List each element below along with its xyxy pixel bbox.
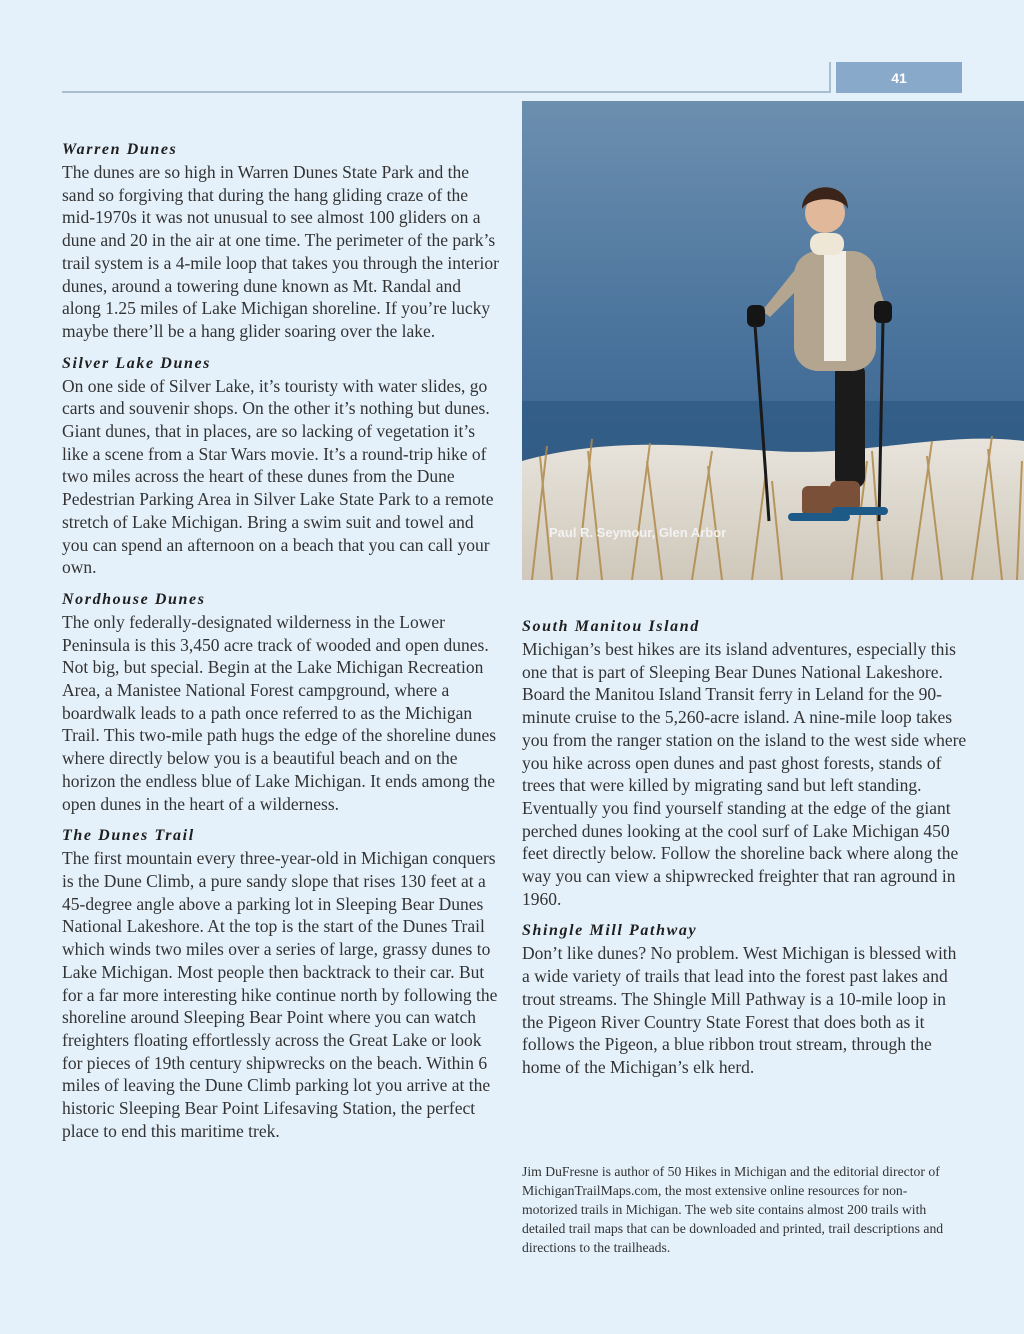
section-dunes-trail bbox=[62, 825, 502, 1142]
section-body: Michigan’s best hikes are its island adventures, especially this one that is part of Sleeping Bear Dunes National Lakeshore. Board the Manitou Island Transit ferry in Leland for the 90-minute cruise to the 5,260-acre island. A nine-mile loop takes you from the ranger station on the island to the west side where you hike across open dunes and past ghost forests, stands of trees that were killed by migrating sand but left standing. Eventually you find yourself standing at the edge of the giant perched dunes looking at the cool surf of Lake Michigan 450 feet directly below. Follow the shoreline back where along the way you can view a shipwrecked freighter that ran aground in 1960. bbox=[522, 639, 967, 909]
section-body: The dunes are so high in Warren Dunes State Park and the sand so forgiving that during the hang gliding craze of the mid-1970s it was not unusual to see almost 100 gliders on a dune and 20 in the air at one time. The perimeter of the park’s trail system is a 4-mile loop that takes you through the interior dunes, around a towering dune known as Mt. Randal and along 1.25 miles of Lake Michigan shoreline. If you’re lucky maybe there’ll be a hang glider soaring over the lake. bbox=[62, 162, 499, 341]
photo-illustration bbox=[522, 101, 1024, 580]
section-warren-dunes bbox=[62, 139, 502, 343]
section-title: South Manitou Island bbox=[522, 618, 700, 635]
section-body: Don’t like dunes? No problem. West Michigan is blessed with a wide variety of trails that lead into the forest past lakes and trout streams. The Shingle Mill Pathway is a 10-mile loop in the Pigeon River Country State Forest that does both as it follows the Pigeon, a blue ribbon trout stream, through the home of the Michigan’s elk herd. bbox=[522, 943, 957, 1077]
section-body: On one side of Silver Lake, it’s touristy with water slides, go carts and souvenir shops. On the other it’s nothing but dunes. Giant dunes, that in places, are so lacking of vegetation it’s like a scene from a Star Wars movie. It’s a round-trip hike of two miles across the heart of these dunes from the Dune Pedestrian Parking Area in Silver Lake State Park to a remote stretch of Lake Michigan. Bring a swim suit and towel and you can spend an afternoon on a beach that you can call your own. bbox=[62, 375, 494, 578]
page-number: 41 bbox=[836, 62, 962, 93]
section-title: Nordhouse Dunes bbox=[62, 590, 206, 608]
section-body: The only federally-designated wilderness in the Lower Peninsula is this 3,450 acre track of wooded and open dunes. Not big, but special. Begin at the Lake Michigan Recreation Area, a Manistee National Forest campground, where a boardwalk leads to a path once referred to as the Michigan Trail. This two-mile path hugs the edge of the shoreline dunes where directly below you is a beautiful beach and on the horizon the endless blue of Lake Michigan. It ends among the open dunes in the heart of a wilderness. bbox=[62, 611, 497, 814]
section-south-manitou-island bbox=[522, 616, 968, 910]
header-rule-tick bbox=[829, 62, 831, 93]
hiker-photo bbox=[522, 101, 1024, 580]
section-title: Shingle Mill Pathway bbox=[522, 922, 698, 940]
section-nordhouse-dunes bbox=[62, 589, 502, 815]
photo-credit: Paul R. Seymour, Glen Arbor bbox=[549, 525, 727, 540]
section-title: The Dunes Trail bbox=[62, 827, 195, 845]
section-silver-lake-dunes bbox=[62, 353, 502, 579]
left-column bbox=[62, 139, 502, 1152]
section-body: The first mountain every three-year-old in Michigan conquers is the Dune Climb, a pure sandy slope that rises 130 feet at a 45-degree angle above a parking lot in Sleeping Bear Dunes National Lakeshore. At the top is the start of the Dunes Trail which winds two miles over a series of large, grassy dunes to Lake Michigan. Most people then backtrack to their car. But for a far more interesting hike continue north by following the shoreline around Sleeping Bear Point where you can watch freighters floating effortlessly across the Great Lake or look for pieces of 19th century shipwrecks on the beach. Within 6 miles of leaving the Dune Climb parking lot you arrive at the historic Sleeping Bear Point Lifesaving Station, the perfect place to end this maritime trek. bbox=[62, 848, 498, 1141]
right-column bbox=[522, 616, 968, 1089]
author-bio: Jim DuFresne is author of 50 Hikes in Michigan and the editorial director of MichiganTrailMaps.com, the most extensive online resources for non-motorized trails in Michigan. The web site contains almost 200 trails with detailed trail maps that can be downloaded and printed, trail descriptions and directions to the trailheads. bbox=[522, 1164, 944, 1255]
section-title: Silver Lake Dunes bbox=[62, 354, 211, 372]
header-rule bbox=[62, 91, 830, 93]
section-shingle-mill-pathway bbox=[522, 920, 968, 1078]
section-title: Warren Dunes bbox=[62, 141, 178, 158]
